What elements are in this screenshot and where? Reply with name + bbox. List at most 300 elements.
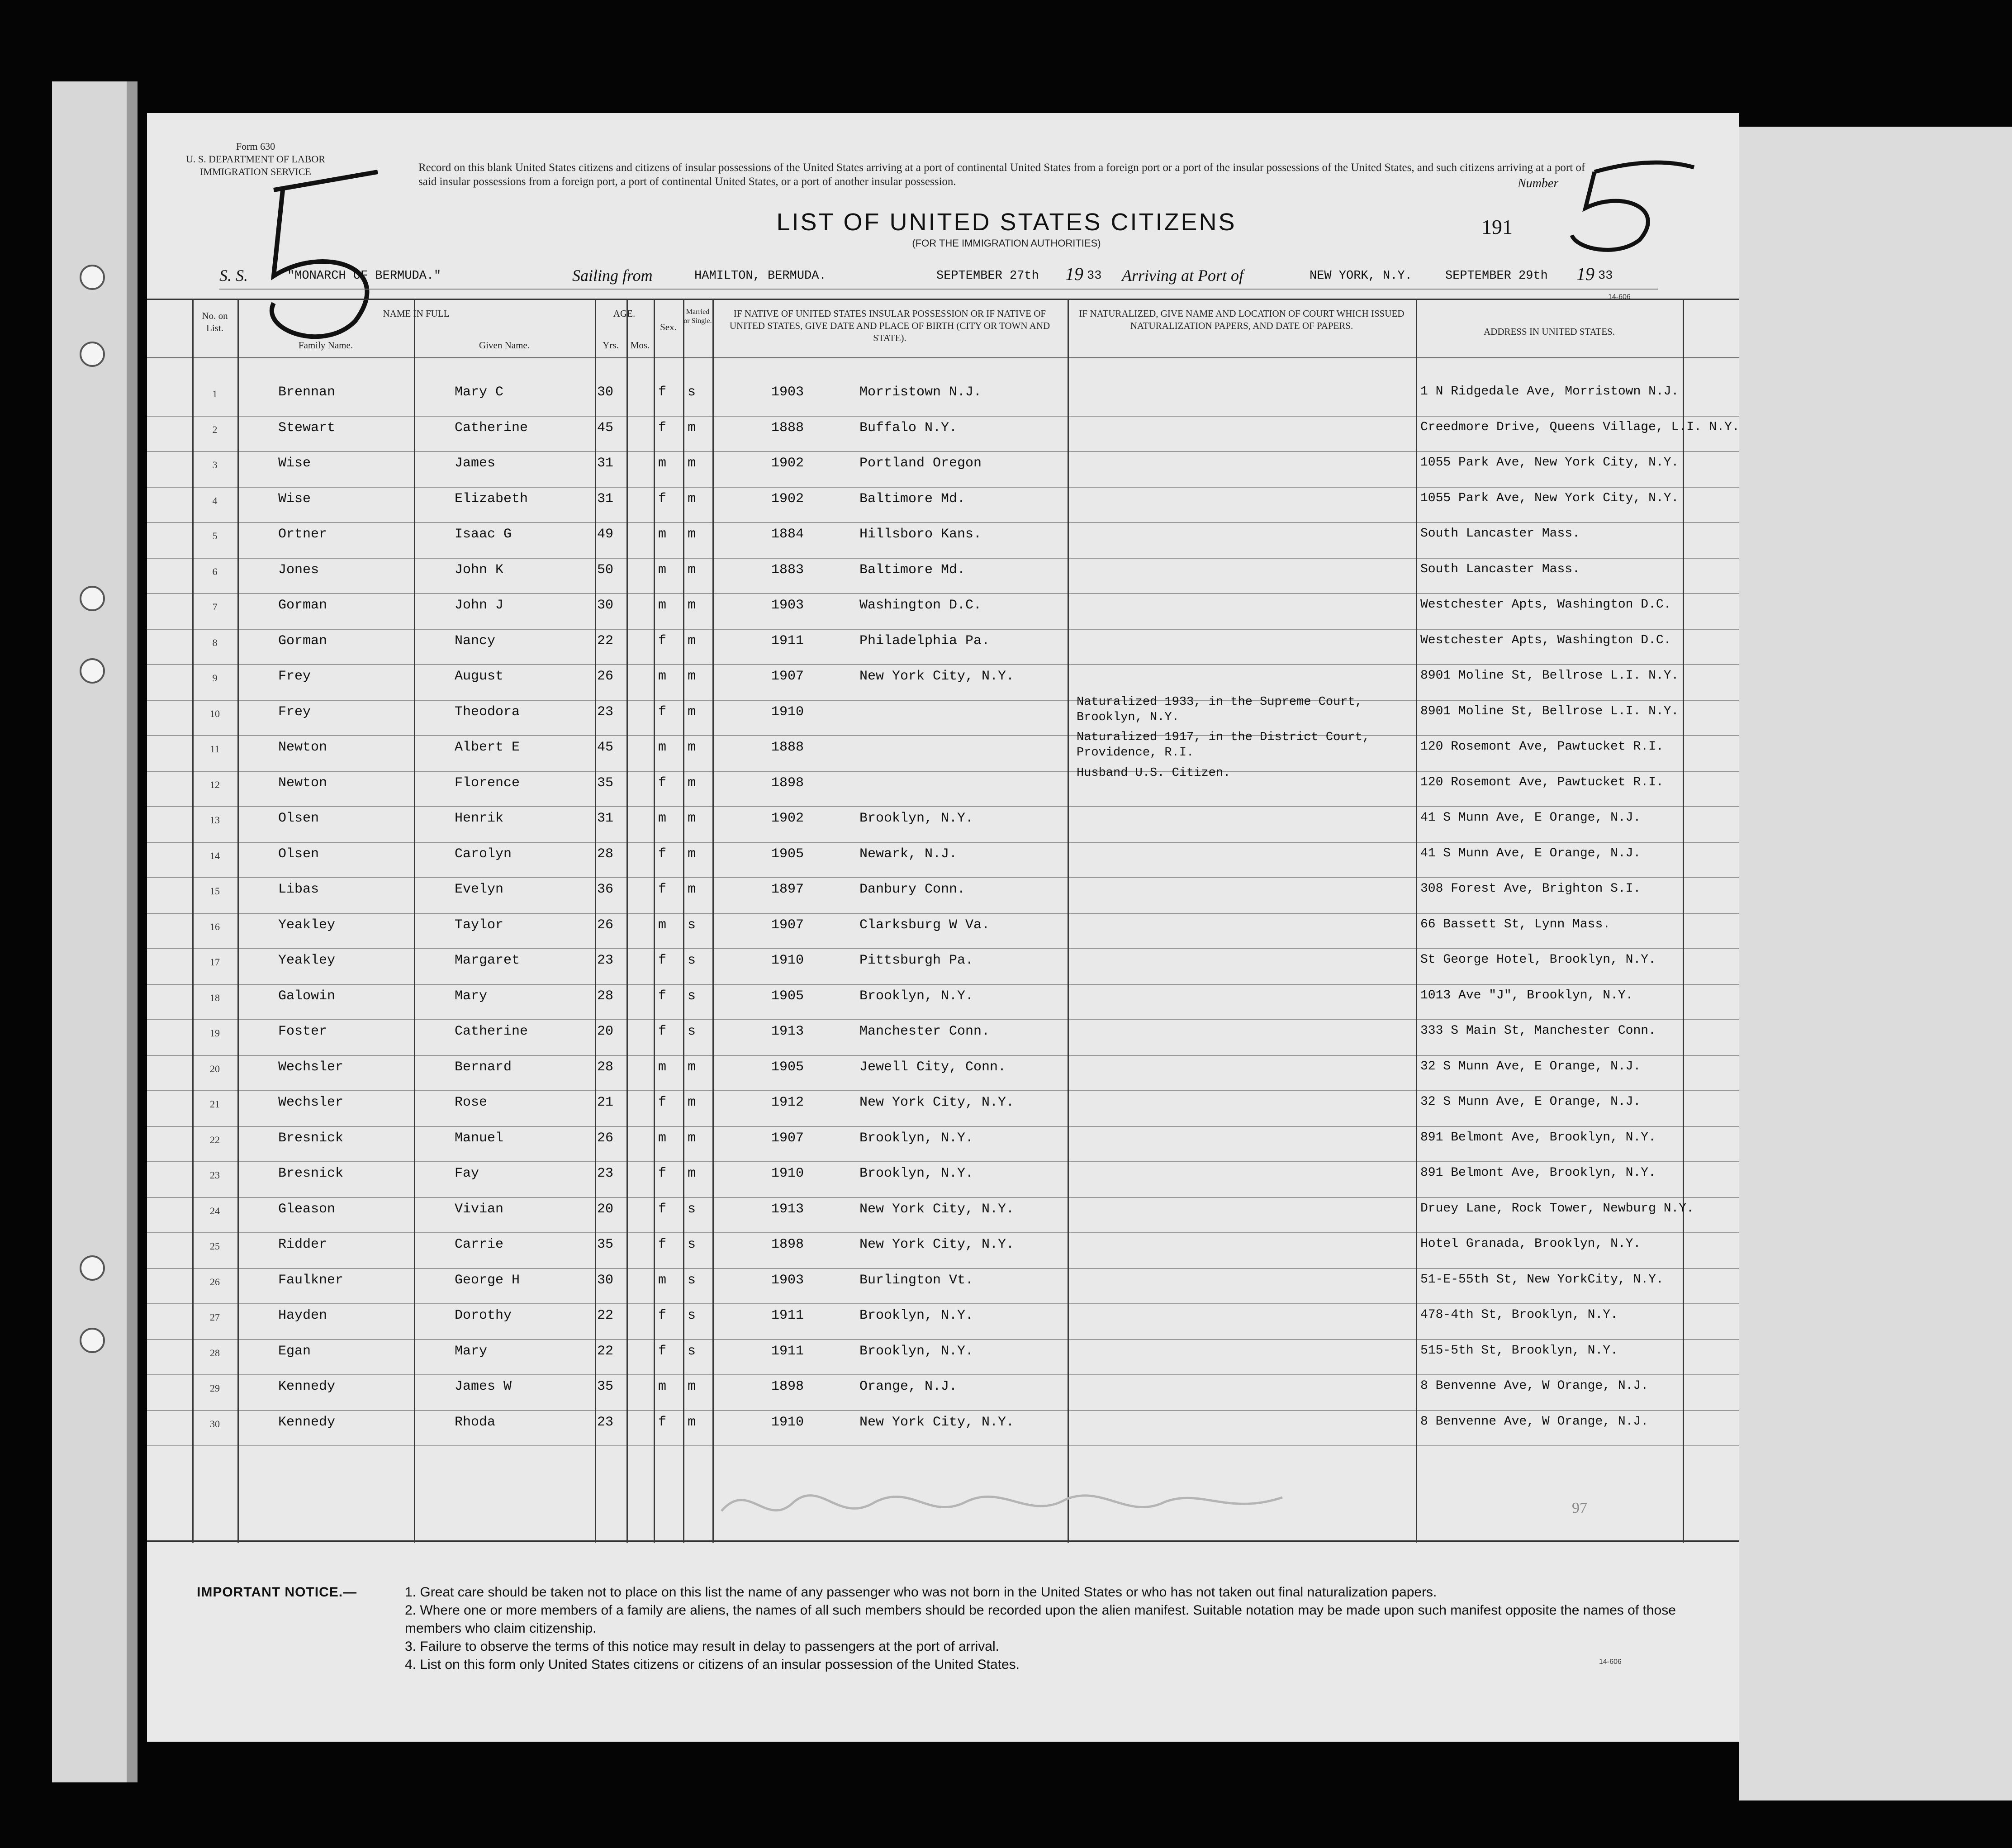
department-label: U. S. DEPARTMENT OF LABOR — [186, 153, 325, 165]
cell-status: m — [688, 633, 696, 649]
cell-no: 14 — [210, 850, 220, 861]
cell-given: James — [455, 456, 496, 471]
binder-hole — [80, 1328, 105, 1353]
sailing-label: Sailing from — [572, 266, 653, 285]
page-mark: 97 — [1572, 1500, 1587, 1516]
cell-address: 41 S Munn Ave, E Orange, N.J. — [1420, 846, 1641, 860]
row-rule — [147, 1339, 1739, 1340]
cell-address: 8 Benvenne Ave, W Orange, N.J. — [1420, 1414, 1649, 1429]
cell-status: m — [688, 1059, 696, 1075]
row-rule — [147, 877, 1739, 878]
cell-place: Orange, N.J. — [859, 1379, 958, 1394]
cell-year: 1903 — [771, 385, 804, 400]
cell-given: John K — [455, 562, 504, 578]
cell-year: 1912 — [771, 1095, 804, 1110]
cell-age: 49 — [597, 527, 614, 542]
header-rule — [147, 357, 1739, 358]
cell-year: 1897 — [771, 882, 804, 897]
cell-sex: f — [658, 1308, 667, 1323]
col-header-birth: IF NATIVE OF UNITED STATES INSULAR POSSESSION OR IF NATIVE OF UNITED STATES, GIVE DATE AND PLACE OF BIRTH (CITY OR TOWN AND STATE). — [729, 308, 1050, 343]
cell-given: Nancy — [455, 633, 496, 649]
cell-sex: f — [658, 704, 667, 720]
cell-age: 35 — [597, 1237, 614, 1252]
cell-sex: f — [658, 491, 667, 507]
cell-place: Portland Oregon — [859, 456, 982, 471]
cell-age: 31 — [597, 491, 614, 507]
row-rule — [147, 522, 1739, 523]
binder-hole — [80, 265, 105, 290]
cell-given: Elizabeth — [455, 491, 528, 507]
binder-hole — [80, 658, 105, 684]
cell-address: 1055 Park Ave, New York City, N.Y. — [1420, 491, 1679, 505]
header-code: 14-606 — [1608, 293, 1631, 301]
cell-address: 478-4th St, Brooklyn, N.Y. — [1420, 1308, 1618, 1322]
cell-age: 35 — [597, 1379, 614, 1394]
cell-place: Morristown N.J. — [859, 385, 982, 400]
cell-sex: f — [658, 633, 667, 649]
cell-address: 41 S Munn Ave, E Orange, N.J. — [1420, 811, 1641, 825]
cell-address: 1 N Ridgedale Ave, Morristown N.J. — [1420, 385, 1679, 399]
cell-address: South Lancaster Mass. — [1420, 562, 1580, 576]
cell-no: 28 — [210, 1347, 220, 1359]
cell-age: 28 — [597, 846, 614, 862]
cell-address: 51-E-55th St, New YorkCity, N.Y. — [1420, 1272, 1664, 1287]
cell-given: Rhoda — [455, 1414, 496, 1430]
cell-sex: f — [658, 1024, 667, 1039]
cell-address: 891 Belmont Ave, Brooklyn, N.Y. — [1420, 1130, 1656, 1145]
cell-year: 1898 — [771, 1237, 804, 1252]
table-top-rule — [147, 299, 1739, 300]
page-title: LIST OF UNITED STATES CITIZENS — [776, 209, 1237, 236]
cell-place: New York City, N.Y. — [859, 1237, 1015, 1252]
col-header-mos: Mos. — [630, 340, 650, 351]
cell-naturalization: Husband U.S. Citizen. — [1077, 766, 1231, 780]
cell-address: 120 Rosemont Ave, Pawtucket R.I. — [1420, 740, 1664, 754]
cell-sex: f — [658, 385, 667, 400]
cell-family: Faulkner — [278, 1272, 344, 1288]
cell-age: 23 — [597, 1414, 614, 1430]
cell-no: 10 — [210, 708, 220, 719]
cell-year: 1902 — [771, 456, 804, 471]
row-rule — [147, 664, 1739, 665]
cell-address: Hotel Granada, Brooklyn, N.Y. — [1420, 1237, 1641, 1251]
cell-family: Brennan — [278, 385, 336, 400]
arrival-date: SEPTEMBER 29th — [1445, 269, 1548, 283]
sailing-date: SEPTEMBER 27th — [936, 269, 1039, 283]
row-rule — [147, 1232, 1739, 1233]
cell-sex: m — [658, 598, 667, 613]
cell-year: 1911 — [771, 633, 804, 649]
arriving-label: Arriving at Port of — [1122, 266, 1243, 285]
cell-year: 1898 — [771, 1379, 804, 1394]
cell-status: s — [688, 1237, 696, 1252]
col-header-no: No. on List. — [202, 310, 228, 333]
row-rule — [147, 1055, 1739, 1056]
row-rule — [147, 1445, 1739, 1446]
cell-age: 20 — [597, 1201, 614, 1217]
cell-given: Henrik — [455, 811, 504, 826]
cell-no: 19 — [210, 1027, 220, 1039]
notice-code: 14-606 — [1599, 1658, 1622, 1666]
cell-age: 28 — [597, 1059, 614, 1075]
ship-name: "MONARCH OF BERMUDA." — [287, 269, 441, 283]
cell-year: 1903 — [771, 1272, 804, 1288]
cell-place: New York City, N.Y. — [859, 1095, 1015, 1110]
cell-address: 1055 Park Ave, New York City, N.Y. — [1420, 456, 1679, 470]
service-label: IMMIGRATION SERVICE — [200, 166, 311, 177]
cell-age: 45 — [597, 420, 614, 436]
cell-year: 1910 — [771, 953, 804, 968]
cell-no: 25 — [210, 1240, 220, 1252]
cell-no: 21 — [210, 1098, 220, 1110]
cell-no: 3 — [212, 459, 218, 470]
cell-year: 1902 — [771, 491, 804, 507]
cell-family: Foster — [278, 1024, 327, 1039]
form-number: Form 630 — [236, 141, 275, 152]
cell-no: 7 — [212, 601, 218, 613]
cell-address: 308 Forest Ave, Brighton S.I. — [1420, 882, 1641, 896]
cell-naturalization: Naturalized 1917, in the District Court, Providence, R.I. — [1077, 731, 1370, 760]
cell-address: 1013 Ave "J", Brooklyn, N.Y. — [1420, 988, 1633, 1002]
row-rule — [147, 629, 1739, 630]
cell-no: 17 — [210, 956, 220, 968]
cell-place: Danbury Conn. — [859, 882, 966, 897]
cell-place: Washington D.C. — [859, 598, 982, 613]
adjacent-sheet — [1739, 127, 2012, 1800]
cell-place: Brooklyn, N.Y. — [859, 1130, 974, 1146]
cell-year: 1888 — [771, 420, 804, 436]
cell-given: Bernard — [455, 1059, 512, 1075]
cell-family: Gorman — [278, 598, 327, 613]
cell-place: Philadelphia Pa. — [859, 633, 990, 649]
notice-items — [405, 1583, 1708, 1674]
col-rule — [712, 299, 714, 1543]
number-label: Number — [1518, 176, 1559, 190]
cell-place: Newark, N.J. — [859, 846, 958, 862]
cell-family: Ortner — [278, 527, 327, 542]
cell-status: m — [688, 846, 696, 862]
cell-no: 6 — [212, 565, 218, 577]
cell-given: August — [455, 669, 504, 684]
cell-family: Stewart — [278, 420, 336, 436]
col-header-naturalized: IF NATURALIZED, GIVE NAME AND LOCATION OF COURT WHICH ISSUED NATURALIZATION PAPERS, AND DATE OF PAPERS. — [1079, 308, 1405, 331]
cell-given: Theodora — [455, 704, 520, 720]
cell-given: Mary C — [455, 385, 504, 400]
voyage-rule — [219, 289, 1658, 290]
cell-year: 1911 — [771, 1308, 804, 1323]
cell-status: m — [688, 1095, 696, 1110]
cell-no: 23 — [210, 1169, 220, 1181]
cell-status: s — [688, 1024, 696, 1039]
row-rule — [147, 913, 1739, 914]
cell-family: Frey — [278, 704, 311, 720]
cell-sex: f — [658, 953, 667, 968]
cell-no: 26 — [210, 1276, 220, 1287]
cell-family: Galowin — [278, 988, 336, 1004]
ship-prefix: S. S. — [219, 266, 248, 285]
cell-place: Baltimore Md. — [859, 562, 966, 578]
cell-place: Brooklyn, N.Y. — [859, 1166, 974, 1181]
cell-age: 26 — [597, 1130, 614, 1146]
cell-sex: m — [658, 1272, 667, 1288]
cell-address: 32 S Munn Ave, E Orange, N.J. — [1420, 1059, 1641, 1074]
cell-family: Yeakley — [278, 953, 336, 968]
cell-sex: f — [658, 1343, 667, 1359]
col-rule — [414, 299, 415, 1543]
notice-item: 2. Where one or more members of a family are aliens, the names of all such members should be recorded upon the alien manifest. Suitable notation may be made upon such manifest opposite the names of those members who claim citizenship. — [405, 1603, 1676, 1636]
cell-age: 30 — [597, 385, 614, 400]
cell-no: 15 — [210, 885, 220, 897]
col-header-married: Married or Single. — [683, 308, 712, 325]
cell-sex: m — [658, 669, 667, 684]
cell-status: m — [688, 775, 696, 791]
cell-given: Margaret — [455, 953, 520, 968]
cell-status: s — [688, 1343, 696, 1359]
row-rule — [147, 771, 1739, 772]
cell-address: South Lancaster Mass. — [1420, 527, 1580, 541]
row-rule — [147, 1303, 1739, 1304]
cell-status: m — [688, 420, 696, 436]
cell-no: 13 — [210, 814, 220, 826]
row-rule — [147, 1126, 1739, 1127]
cell-status: m — [688, 669, 696, 684]
cell-given: Evelyn — [455, 882, 504, 897]
cell-no: 24 — [210, 1205, 220, 1216]
cell-given: Florence — [455, 775, 520, 791]
cell-status: m — [688, 704, 696, 720]
cell-family: Yeakley — [278, 917, 336, 933]
cell-given: James W — [455, 1379, 512, 1394]
cell-year: 1910 — [771, 704, 804, 720]
cell-place: Brooklyn, N.Y. — [859, 811, 974, 826]
cell-address: 120 Rosemont Ave, Pawtucket R.I. — [1420, 775, 1664, 789]
cell-family: Frey — [278, 669, 311, 684]
cell-age: 22 — [597, 633, 614, 649]
cell-no: 12 — [210, 779, 220, 790]
cell-sex: f — [658, 882, 667, 897]
cell-place: Brooklyn, N.Y. — [859, 1308, 974, 1323]
cell-family: Wechsler — [278, 1095, 344, 1110]
cell-status: m — [688, 1130, 696, 1146]
cell-place: Buffalo N.Y. — [859, 420, 958, 436]
cell-given: John J — [455, 598, 504, 613]
cell-address: 333 S Main St, Manchester Conn. — [1420, 1024, 1656, 1038]
col-rule — [1068, 299, 1069, 1543]
cell-address: 66 Bassett St, Lynn Mass. — [1420, 917, 1611, 931]
cell-family: Newton — [278, 740, 327, 755]
cell-no: 22 — [210, 1134, 220, 1145]
cell-given: Fay — [455, 1166, 479, 1181]
col-rule — [1416, 299, 1417, 1543]
cell-address: 8901 Moline St, Bellrose L.I. N.Y. — [1420, 704, 1679, 718]
cell-given: George H — [455, 1272, 520, 1288]
row-rule — [147, 948, 1739, 949]
row-rule — [147, 1197, 1739, 1198]
row-rule — [147, 984, 1739, 985]
cell-address: 891 Belmont Ave, Brooklyn, N.Y. — [1420, 1166, 1656, 1180]
table-bottom-rule — [147, 1540, 1739, 1542]
col-rule — [626, 299, 628, 1543]
cell-given: Mary — [455, 1343, 488, 1359]
cell-age: 35 — [597, 775, 614, 791]
cell-place: Brooklyn, N.Y. — [859, 988, 974, 1004]
cell-status: s — [688, 385, 696, 400]
cell-family: Gleason — [278, 1201, 336, 1217]
cell-no: 29 — [210, 1382, 220, 1394]
cell-family: Egan — [278, 1343, 311, 1359]
cell-sex: m — [658, 527, 667, 542]
cell-no: 9 — [212, 672, 218, 684]
cell-age: 23 — [597, 1166, 614, 1181]
arrival-year: 33 — [1598, 269, 1613, 283]
sailing-port: HAMILTON, BERMUDA. — [694, 269, 826, 283]
cell-family: Ridder — [278, 1237, 327, 1252]
cell-address: Creedmore Drive, Queens Village, L.I. N.Y. — [1420, 420, 1740, 434]
cell-address: St George Hotel, Brooklyn, N.Y. — [1420, 953, 1656, 967]
cell-year: 1884 — [771, 527, 804, 542]
cell-given: Catherine — [455, 420, 528, 436]
row-rule — [147, 416, 1739, 417]
cell-status: m — [688, 811, 696, 826]
cell-no: 1 — [212, 388, 218, 399]
cell-sex: m — [658, 740, 667, 755]
cell-sex: f — [658, 1237, 667, 1252]
cell-age: 26 — [597, 669, 614, 684]
cell-year: 1907 — [771, 669, 804, 684]
cell-no: 2 — [212, 423, 218, 435]
cell-sex: f — [658, 988, 667, 1004]
cell-year: 1905 — [771, 988, 804, 1004]
cell-age: 23 — [597, 704, 614, 720]
manifest-page — [147, 113, 1739, 1742]
cell-given: Dorothy — [455, 1308, 512, 1323]
col-rule — [595, 299, 596, 1543]
cell-year: 1905 — [771, 846, 804, 862]
cell-given: Mary — [455, 988, 488, 1004]
cell-age: 26 — [597, 917, 614, 933]
cell-place: Manchester Conn. — [859, 1024, 990, 1039]
row-rule — [147, 1268, 1739, 1269]
cell-status: m — [688, 740, 696, 755]
cell-family: Wise — [278, 491, 311, 507]
cell-status: s — [688, 1308, 696, 1323]
cell-given: Catherine — [455, 1024, 528, 1039]
cell-age: 30 — [597, 1272, 614, 1288]
handwritten-number-5 — [1558, 154, 1708, 262]
page-subtitle: (FOR THE IMMIGRATION AUTHORITIES) — [912, 238, 1101, 249]
cell-family: Bresnick — [278, 1130, 344, 1146]
cell-no: 20 — [210, 1063, 220, 1074]
cell-naturalization: Naturalized 1933, in the Supreme Court, Brooklyn, N.Y. — [1077, 695, 1362, 724]
cell-no: 18 — [210, 992, 220, 1003]
cell-age: 22 — [597, 1308, 614, 1323]
cell-sex: m — [658, 1059, 667, 1075]
row-rule — [147, 806, 1739, 807]
cell-age: 50 — [597, 562, 614, 578]
cell-no: 11 — [210, 743, 220, 755]
cell-status: s — [688, 917, 696, 933]
cell-age: 28 — [597, 988, 614, 1004]
row-rule — [147, 1090, 1739, 1091]
cell-sex: f — [658, 1414, 667, 1430]
col-rule — [1683, 299, 1684, 1543]
cell-family: Kennedy — [278, 1379, 336, 1394]
col-header-family: Family Name. — [298, 340, 353, 351]
cell-place: New York City, N.Y. — [859, 1414, 1015, 1430]
cell-sex: f — [658, 775, 667, 791]
cell-status: s — [688, 988, 696, 1004]
cell-given: Carrie — [455, 1237, 504, 1252]
notice-item: 3. Failure to observe the terms of this notice may result in delay to passengers at the port of arrival. — [405, 1639, 999, 1654]
notice-item: 1. Great care should be taken not to place on this list the name of any passenger who was not born in the United States or who has not taken out final naturalization papers. — [405, 1585, 1437, 1600]
inspector-signature — [712, 1475, 1346, 1534]
cell-address: Westchester Apts, Washington D.C. — [1420, 633, 1671, 647]
cell-address: 32 S Munn Ave, E Orange, N.J. — [1420, 1095, 1641, 1109]
year-prefix: 191 — [1481, 215, 1513, 238]
cell-no: 8 — [212, 637, 218, 648]
cell-year: 1913 — [771, 1201, 804, 1217]
cell-sex: m — [658, 562, 667, 578]
cell-sex: m — [658, 811, 667, 826]
row-rule — [147, 1161, 1739, 1162]
cell-given: Albert E — [455, 740, 520, 755]
cell-given: Taylor — [455, 917, 504, 933]
arrival-year-prefix: 19 — [1576, 264, 1594, 284]
cell-age: 21 — [597, 1095, 614, 1110]
cell-no: 16 — [210, 921, 220, 932]
cell-status: m — [688, 882, 696, 897]
cell-family: Libas — [278, 882, 319, 897]
row-rule — [147, 1019, 1739, 1020]
cell-address: Westchester Apts, Washington D.C. — [1420, 598, 1671, 612]
col-header-sex: Sex. — [660, 322, 677, 333]
cell-address: 8901 Moline St, Bellrose L.I. N.Y. — [1420, 669, 1679, 683]
cell-status: m — [688, 527, 696, 542]
cell-given: Carolyn — [455, 846, 512, 862]
cell-family: Newton — [278, 775, 327, 791]
cell-year: 1883 — [771, 562, 804, 578]
cell-place: Clarksburg W Va. — [859, 917, 990, 933]
binder-hole — [80, 1255, 105, 1281]
cell-place: Burlington Vt. — [859, 1272, 974, 1288]
cell-age: 45 — [597, 740, 614, 755]
cell-no: 27 — [210, 1311, 220, 1323]
cell-given: Rose — [455, 1095, 488, 1110]
cell-age: 36 — [597, 882, 614, 897]
col-header-given: Given Name. — [479, 340, 530, 351]
cell-family: Wechsler — [278, 1059, 344, 1075]
cell-family: Gorman — [278, 633, 327, 649]
cell-family: Olsen — [278, 811, 319, 826]
row-rule — [147, 842, 1739, 843]
row-rule — [147, 1374, 1739, 1375]
binder-strip — [52, 81, 133, 1782]
col-header-name: NAME IN FULL — [383, 308, 450, 319]
cell-year: 1907 — [771, 1130, 804, 1146]
cell-family: Hayden — [278, 1308, 327, 1323]
cell-age: 23 — [597, 953, 614, 968]
cell-status: s — [688, 1201, 696, 1217]
cell-sex: m — [658, 456, 667, 471]
row-rule — [147, 735, 1739, 736]
cell-status: m — [688, 1166, 696, 1181]
cell-sex: f — [658, 1095, 667, 1110]
cell-sex: f — [658, 1201, 667, 1217]
row-rule — [147, 700, 1739, 701]
cell-status: m — [688, 491, 696, 507]
row-rule — [147, 451, 1739, 452]
cell-sex: m — [658, 1130, 667, 1146]
